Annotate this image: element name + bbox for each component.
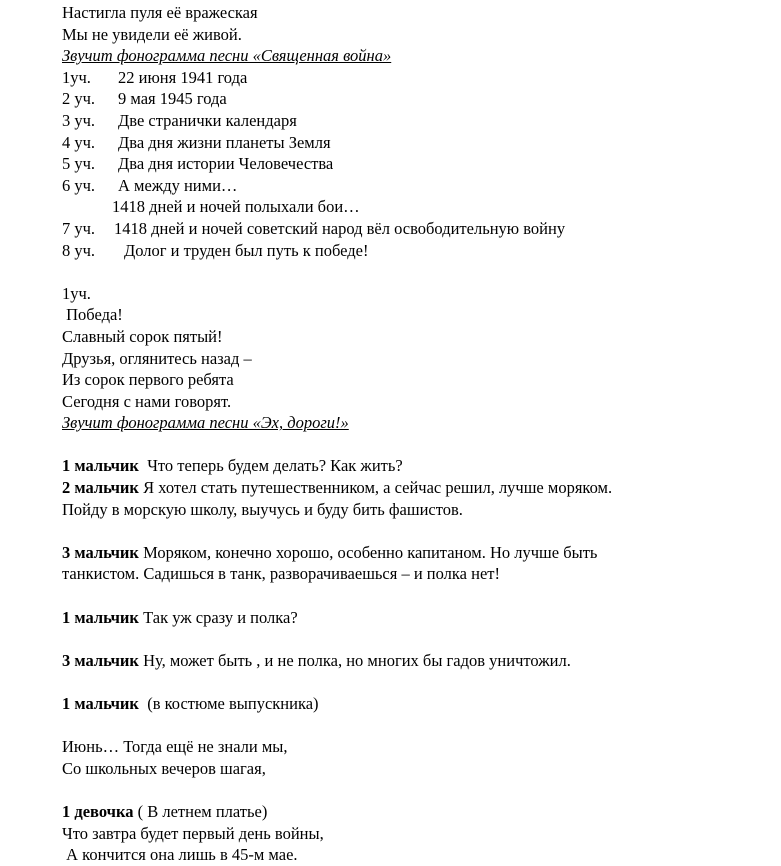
dialog-line-continuation: Пойду в морскую школу, выучусь и буду бить фашистов. xyxy=(62,499,463,519)
dialog-line xyxy=(62,693,762,715)
poem-line: Что завтра будет первый день войны, xyxy=(62,823,324,843)
line-text: 1418 дней и ночей советский народ вёл освободительную войну xyxy=(114,218,566,238)
line-text: Моряком, конечно хорошо, особенно капитаном. Но лучше быть xyxy=(138,542,598,562)
line-text: Я хотел стать путешественником, а сейчас решил, лучше моряком. xyxy=(138,478,613,498)
line-text: А между ними… xyxy=(118,175,238,195)
speaker-name: 3 мальчик xyxy=(62,650,139,670)
line-text: ( В летнем платье) xyxy=(133,801,268,821)
speaker-number: 8 уч. xyxy=(62,240,96,260)
line-text: Долог и труден был путь к победе! xyxy=(124,240,369,260)
speaker-name: 1 мальчик xyxy=(62,607,139,627)
line-text: Два дня истории Человечества xyxy=(118,154,334,174)
dialog-line xyxy=(62,542,762,564)
dialog-line xyxy=(62,607,762,629)
poem-line: Июнь… Тогда ещё не знали мы, xyxy=(62,737,288,757)
line-text: Так уж сразу и полка? xyxy=(138,607,298,627)
speaker-name: 3 мальчик xyxy=(62,542,139,562)
speaker-name: 2 мальчик xyxy=(62,478,139,498)
list-item xyxy=(62,110,762,132)
list-item xyxy=(62,132,762,154)
list-item xyxy=(62,240,762,262)
speaker-number: 3 уч. xyxy=(62,110,96,130)
poem-line: Из сорок первого ребята xyxy=(62,370,234,390)
stage-direction: Звучит фонограмма песни «Эх, дороги!» xyxy=(62,413,349,433)
poem-line: Славный сорок пятый! xyxy=(62,326,223,346)
dialog-line xyxy=(62,801,762,823)
list-item-continuation xyxy=(62,196,762,218)
list-item xyxy=(62,88,762,110)
dialog-line xyxy=(62,455,762,477)
line-text: Ну, может быть , и не полка, но многих бы гадов уничтожил. xyxy=(138,650,571,670)
line-text: Два дня жизни планеты Земля xyxy=(118,132,331,152)
line-text: 22 июня 1941 года xyxy=(118,67,248,87)
speaker-number: 2 уч. xyxy=(62,89,96,109)
speaker-name: 1 мальчик xyxy=(62,694,139,713)
poem-line: А кончится она лишь в 45-м мае. xyxy=(62,845,298,865)
speaker-name: 1 девочка xyxy=(62,801,134,821)
poem-line: Победа! xyxy=(62,305,123,325)
poem-line: Друзья, оглянитесь назад – xyxy=(62,348,252,368)
speaker-name: 1 мальчик xyxy=(62,456,139,476)
speaker-label: 1уч. xyxy=(62,283,91,303)
text-line: Мы не увидели её живой. xyxy=(62,24,242,44)
poem-line: Со школьных вечеров шагая, xyxy=(62,758,266,778)
speaker-number: 4 уч. xyxy=(62,132,96,152)
list-item xyxy=(62,175,762,197)
line-text: Две странички календаря xyxy=(118,110,297,130)
list-item xyxy=(62,153,762,175)
speaker-number: 6 уч. xyxy=(62,175,96,195)
list-item xyxy=(62,218,762,240)
dialog-line-continuation: танкистом. Садишься в танк, разворачиваешься – и полка нет! xyxy=(62,564,500,584)
line-text: 9 мая 1945 года xyxy=(118,89,227,109)
line-text: 1418 дней и ночей полыхали бои… xyxy=(112,197,360,217)
speaker-number: 7 уч. xyxy=(62,218,96,238)
poem-line: Сегодня с нами говорят. xyxy=(62,391,232,411)
line-text: (в костюме выпускника) xyxy=(138,694,319,713)
text-line: Настигла пуля её вражеская xyxy=(62,3,258,22)
stage-direction: Звучит фонограмма песни «Священная война» xyxy=(62,46,392,66)
document-page xyxy=(62,2,762,866)
dialog-line xyxy=(62,650,762,672)
speaker-number: 1уч. xyxy=(62,67,91,87)
speaker-number: 5 уч. xyxy=(62,154,96,174)
line-text: Что теперь будем делать? Как жить? xyxy=(138,456,403,476)
list-item xyxy=(62,67,762,89)
dialog-line xyxy=(62,477,762,499)
